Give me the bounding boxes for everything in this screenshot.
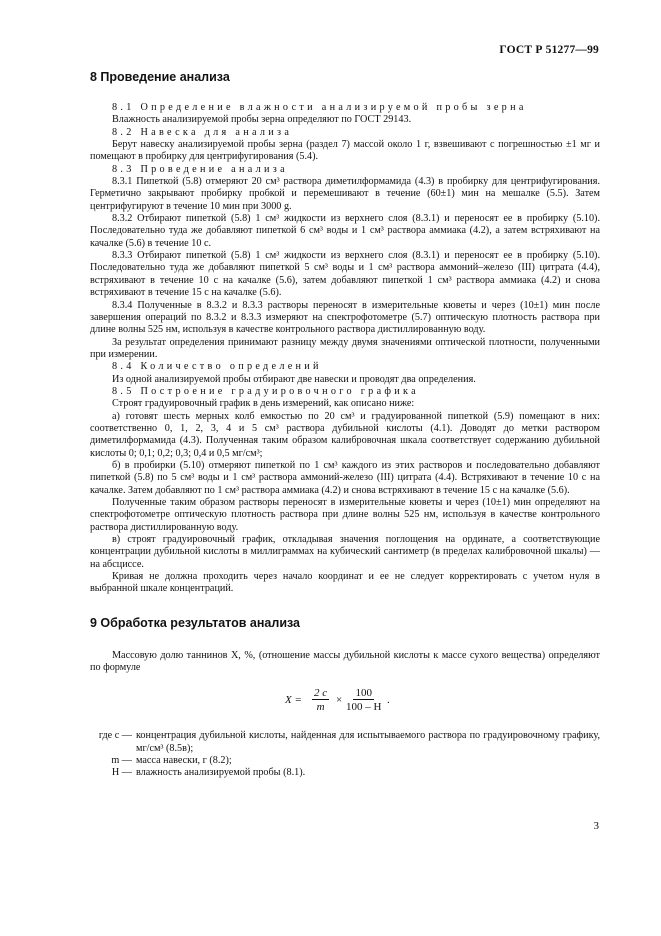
- formula-f2-numerator: 100: [355, 687, 372, 700]
- p832-text: 8.3.2 Отбирают пипеткой (5.8) 1 см³ жидкости из верхнего слоя (8.3.1) и переносят ее в пробирку (5.10). Последовательно туда же добавляют пипеткой 6 см³ воды и 1 см³ раствора аммиака (4.2), а затем встряхивают на качалке (5.6) в течение 10 с.: [90, 213, 600, 249]
- page-number: 3: [593, 820, 599, 832]
- legend-label: m —: [111, 755, 132, 767]
- s9-intro: Массовую долю таннинов X, %, (отношение массы дубильной кислоты к массе сухого вещества) определяют по формуле: [90, 649, 600, 674]
- section-9-title: 9 Обработка результатов анализа: [90, 615, 301, 630]
- formula-times: ×: [336, 694, 343, 707]
- tannin-formula: [90, 682, 600, 722]
- legend-text: концентрация дубильной кислоты, найденная для испытываемого раствора по градуировочному графику, мг/см³ (8.5в);: [136, 730, 600, 754]
- legend-label: где c —: [98, 730, 132, 742]
- p82-heading: 8.2 Навеска для анализа: [112, 126, 293, 138]
- p834-text: 8.3.4 Полученные в 8.3.2 и 8.3.3 растворы переносят в измерительные кюветы и через (10±1) мин после завершения операций по 8.3.2 и 8.3.3 измеряют на спектрофотометре (5.7) оптическую плотность раствора при длине волны 525 нм, используя в качестве контрольного раствора дистиллированную воду.: [90, 299, 600, 336]
- formula-legend: [90, 730, 600, 779]
- formula-f2-denominator: 100 – H: [346, 701, 382, 714]
- p84-text: Из одной анализируемой пробы отбирают две навески и проводят два определения.: [112, 373, 476, 385]
- legend-label: H —: [111, 767, 132, 779]
- p81-text: Влажность анализируемой пробы зерна определяют по ГОСТ 29143.: [112, 114, 412, 126]
- legend-row: [90, 767, 600, 779]
- p85-item-b: б) в пробирки (5.10) отмеряют пипеткой по 1 см³ каждого из этих растворов и последовательно добавляют пипеткой (5.8) по 5 см³ воды и 1 см³ раствора аммоний-железо (III) цитрата (4.4). Встряхивают в течение 10 с на качалке. Затем добавляют по 1 см³ раствора аммиака (4.2) и снова встряхивают в течение 15 с на качалке (5.6).: [90, 459, 600, 496]
- p85-text: Строят градуировочный график в день измерений, как описано ниже:: [112, 398, 415, 410]
- p84-heading: 8.4 Количество определений: [112, 361, 322, 373]
- section-8-title: 8 Проведение анализа: [90, 70, 230, 84]
- p85-item-a: а) готовят шесть мерных колб емкостью по 20 см³ и градуированной пипеткой (5.9) помещают в них: соответственно 0, 1, 2, 3, 4 и 5 см³ раствора дубильной кислоты (4.1). Доводят до метки раствором диметилформамида (4.3). Полученная таким образом калибровочная шкала соответствует содержанию дубильной кислоты 0; 0,1; 0,2; 0,3; 0,4 и 0,5 мг/см³;: [90, 410, 600, 459]
- p82-text: Берут навеску анализируемой пробы зерна (раздел 7) массой около 1 г, взвешивают с погрешностью ±1 мг и помещают в пробирку для центрифугирования (5.4).: [90, 139, 600, 163]
- formula-end: .: [387, 694, 390, 707]
- formula-f1-numerator: 2 c: [314, 687, 328, 700]
- formula-f1-denominator: m: [316, 701, 325, 714]
- p833-text: 8.3.3 Отбирают пипеткой (5.8) 1 см³ жидкости из верхнего слоя (8.3.1) и переносят ее в пробирку (5.10). Последовательно туда же добавляют пипеткой 5 см³ воды и 1 см³ раствора аммоний–железо (III) цитрата (4.4), встряхивают в течение 10 с на качалке (5.6), затем добавляют пипеткой 1 см³ раствора аммиака (4.2) и снова встряхивают в течение 15 с на качалке (5.6).: [90, 250, 600, 299]
- p85-curve-note: Кривая не должна проходить через начало координат и ее не следует корректировать с учетом нуля в выбранной шкале концентраций.: [90, 571, 600, 595]
- standard-code: ГОСТ Р 51277—99: [499, 44, 599, 56]
- formula-lhs: X =: [285, 694, 302, 707]
- p834-result: За результат определения принимают разницу между двумя значениями оптической плотности, полученными при измерении.: [90, 336, 600, 360]
- p83-heading: 8.3 Проведение анализа: [112, 163, 288, 175]
- legend-text: масса навески, г (8.2);: [136, 755, 232, 767]
- p85-heading: 8.5 Построение градуировочного графика: [112, 385, 419, 397]
- legend-row: [90, 730, 600, 755]
- page-content: [90, 70, 600, 780]
- p81-heading: 8.1 Определение влажности анализируемой пробы зерна: [112, 102, 527, 113]
- formula-fraction-1: [312, 687, 329, 713]
- p85-item-b-cont: Полученные таким образом растворы переносят в измерительные кюветы и через (10±1) мин определяют на спектрофотометре оптическую плотность раствора при длине волны 525 нм, используя в качестве контрольного раствора дистиллированную воду.: [90, 497, 600, 533]
- formula-fraction-2: [346, 687, 381, 713]
- legend-text: влажность анализируемой пробы (8.1).: [136, 767, 306, 779]
- p831-text: 8.3.1 Пипеткой (5.8) отмеряют 20 см³ раствора диметилформамида (4.3) в пробирку для центрифугирования. Герметично закрывают пробирку пробкой и перемешивают в течение (60±1) мин на мешалке (5.5). Затем центрифугируют в течение 10 мин при 3000 g.: [90, 176, 600, 212]
- legend-row: [90, 755, 600, 767]
- p85-item-c: в) строят градуировочный график, откладывая значения поглощения на ординате, а соответствующие концентрации дубильной кислоты в миллиграммах на кубический сантиметр (в пределах калибровочной шкалы) — на абсциссе.: [90, 534, 600, 570]
